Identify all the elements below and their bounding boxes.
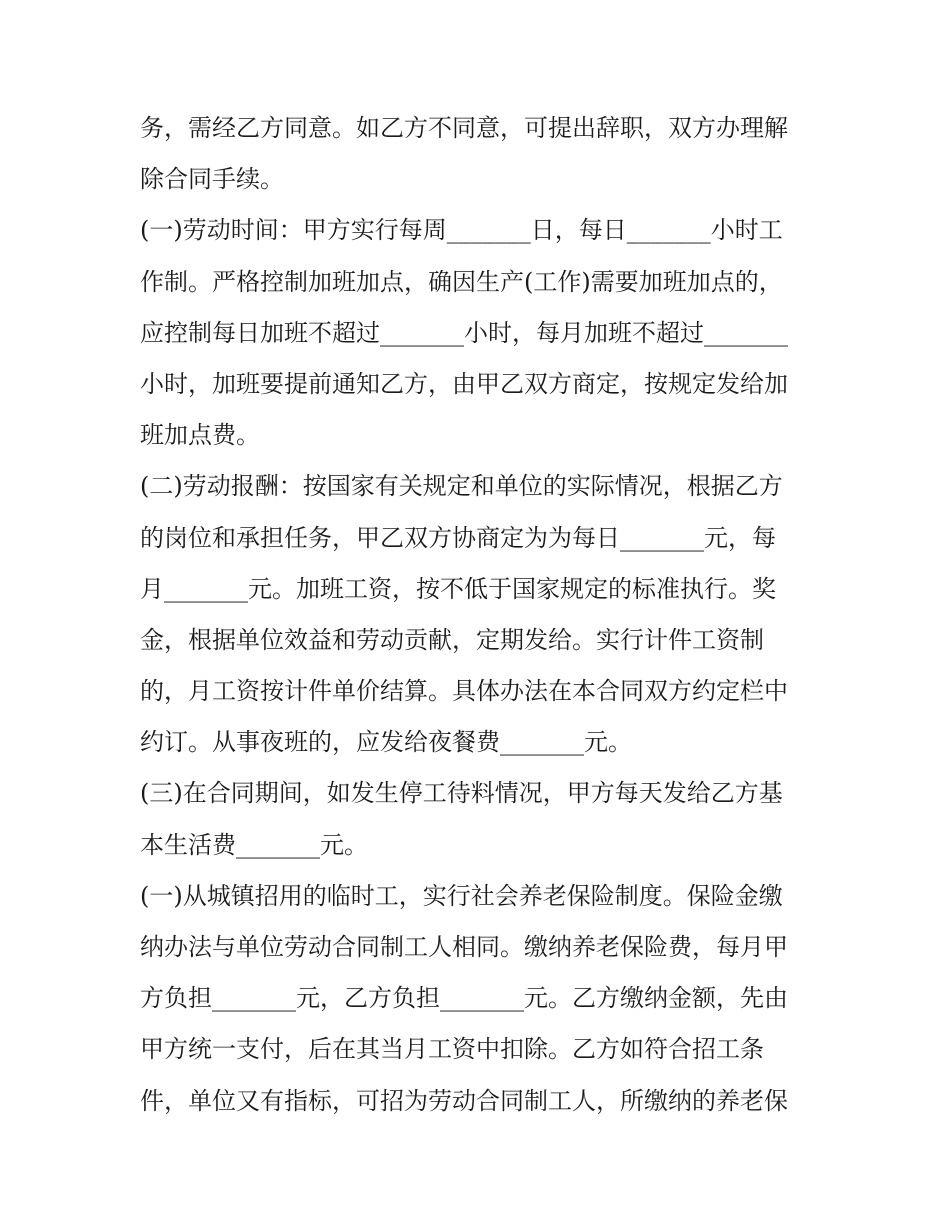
text-line-19: 甲方统一支付，后在其当月工资中扣除。乙方如符合招工条 (140, 1035, 764, 1064)
text-line-4: 作制。严格控制加班加点，确因生产(工作)需要加班加点的， (140, 267, 783, 296)
text-line-17: 纳办法与单位劳动合同制工人相同。缴纳养老保险费，每月甲 (140, 933, 788, 961)
text-line-8: (二)劳动报酬：按国家有关规定和单位的实际情况，根据乙方 (140, 472, 783, 501)
text-line-18: 方负担_______元，乙方负担_______元。乙方缴纳金额，先由 (140, 984, 788, 1013)
text-line-1: 务，需经乙方同意。如乙方不同意，可提出辞职，双方办理解 (140, 114, 788, 142)
text-line-5: 应控制每日加班不超过_______小时，每月加班不超过_______ (140, 318, 788, 347)
document-body (140, 103, 812, 1127)
text-line-10: 月_______元。加班工资，按不低于国家规定的标准执行。奖 (140, 574, 776, 603)
text-line-3: (一)劳动时间：甲方实行每周_______日，每日_______小时工 (140, 216, 783, 245)
text-line-11: 金，根据单位效益和劳动贡献，定期发给。实行计件工资制 (140, 625, 764, 654)
text-line-12: 的，月工资按计件单价结算。具体办法在本合同双方约定栏中 (140, 677, 788, 706)
text-line-20: 件，单位又有指标，可招为劳动合同制工人，所缴纳的养老保 (140, 1086, 788, 1115)
text-line-9: 的岗位和承担任务，甲乙双方协商定为为每日_______元，每 (140, 523, 776, 552)
text-line-15: 本生活费_______元。 (140, 830, 368, 859)
text-line-16: (一)从城镇招用的临时工，实行社会养老保险制度。保险金缴 (140, 881, 783, 910)
text-line-6: 小时，加班要提前通知乙方，由甲乙双方商定，按规定发给加 (140, 369, 788, 398)
text-line-7: 班加点费。 (140, 421, 260, 450)
text-line-13: 约订。从事夜班的，应发给夜餐费_______元。 (140, 728, 632, 757)
text-line-2: 除合同手续。 (140, 165, 284, 194)
text-line-14: (三)在合同期间，如发生停工待料情况，甲方每天发给乙方基 (140, 779, 783, 808)
